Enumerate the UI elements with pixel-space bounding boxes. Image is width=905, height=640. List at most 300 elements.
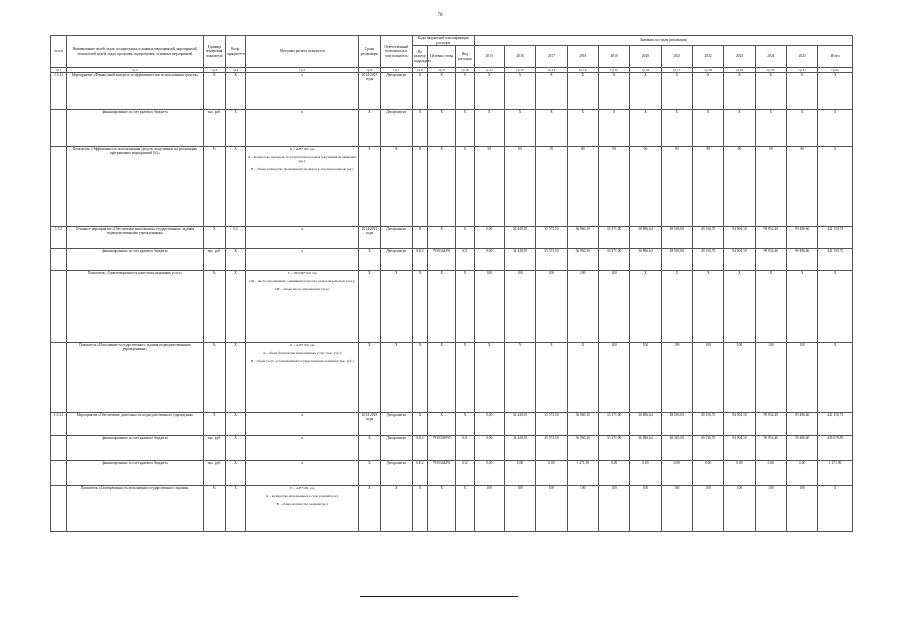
cell-value: 441 150,79 [818,413,853,436]
cell-value: 100 [755,486,786,532]
cell-value: 0,00 [598,461,629,486]
cell-value: 0,00 [474,413,504,436]
cell-value: 0,00 [755,461,786,486]
column-number: гр.20 [755,68,786,73]
column-number: гр.7 [380,68,412,73]
cell-unit: % [203,271,225,343]
cell-value: Х [786,110,817,147]
cell-c3: Х [456,73,474,110]
cell-c3: Х [456,271,474,343]
header-year: 2022 [692,46,723,68]
header-resp: Ответственный исполнитель и соисполнитель [380,36,412,68]
header-year: 2020 [630,46,661,68]
cell-value: 100 [536,486,567,532]
cell-value: 90 [630,147,661,227]
cell-c2: Х [428,486,456,532]
cell-value: Х [567,343,598,413]
cell-c1: 0412 [412,436,427,461]
cell-coef: Х [225,436,245,461]
cell-value: Х [474,343,504,413]
cell-resp: Х [380,343,412,413]
cell-value: 34 440,95 [504,249,535,271]
table-row [51,249,853,271]
cell-c3: 611 [456,249,474,271]
cell-c3: Х [456,486,474,532]
cell-value: 100 [692,486,723,532]
cell-method: Х [246,73,359,110]
table-row [51,461,853,486]
cell-value: 99 832,40 [755,436,786,461]
cell-value: Х [661,73,692,110]
cell-method: Х = А/В*100, где А – объем фактически выполненных услуг (тыс. руб.); В – объем услуг, установленный государственным заданием (тыс. руб.) [246,343,359,413]
cell-coef: Х [225,249,245,271]
cell-value: 99 486,60 [786,227,817,249]
cell-value: Х [724,271,755,343]
cell-c2: 7950344291 [428,249,456,271]
cell-c2: Х [428,110,456,147]
cell-value: 36 960,10 [567,249,598,271]
cell-c1: Х [412,486,427,532]
header-year: 2023 [724,46,755,68]
cell-coef: 0,5 [225,227,245,249]
cell-value: Х [755,73,786,110]
cell-value: Х [692,271,723,343]
cell-method: У = ОП/ОР*100, где ОП – число опрошенных, оценивших качество удовлетворительно (чел.); ОР – общее число опрошенных (чел.) [246,271,359,343]
cell-num [51,271,67,343]
table-row [51,271,853,343]
table-row [51,486,853,532]
cell-c2: 7950344291 [428,461,456,486]
cell-value: 35 573,50 [536,249,567,271]
cell-value: Х [692,73,723,110]
cell-value: 33 371,00 [598,413,629,436]
cell-method: Х [246,413,359,436]
column-number: гр.17 [661,68,692,73]
cell-value: Х [536,110,567,147]
cell-c2: Х [428,147,456,227]
cell-value: Х [567,110,598,147]
cell-name: Показатель «Исполнение государственного задания подведомственными учреждениями» [67,343,204,413]
cell-value: 1 471,90 [567,461,598,486]
cell-value: 90 [786,147,817,227]
cell-value: 80 [567,147,598,227]
cell-value: Х [661,271,692,343]
cell-value: 50 [474,147,504,227]
cell-value: Х [692,110,723,147]
cell-name: финансирование за счет краевого бюджета [67,249,204,271]
cell-unit: тыс. руб. [203,110,225,147]
cell-c1: 0412 [412,461,427,486]
cell-value: 94 904,10 [724,413,755,436]
cell-c1: Х [412,271,427,343]
column-number: гр.4 [225,68,245,73]
cell-resp: Х [380,486,412,532]
footer-rule [360,596,518,597]
column-number: гр.11 [474,68,504,73]
cell-resp: Департамент [380,413,412,436]
header-year: 2019 [598,46,629,68]
header-num: № п/п [51,36,67,68]
column-number: гр.2 [67,68,204,73]
cell-resp: Департамент [380,461,412,486]
cell-value: 34 440,95 [504,436,535,461]
cell-num [51,147,67,227]
table-row [51,413,853,436]
cell-unit: % [203,343,225,413]
cell-name: Показатель «Эффективность использования средств, выделенных на реализацию программных мероприятий (%)» [67,147,204,227]
cell-value: 90 [724,147,755,227]
cell-value: 48 503,00 [661,227,692,249]
cell-value: 34 440,95 [504,227,535,249]
cell-c3: Х [456,227,474,249]
column-number: гр.13 [536,68,567,73]
cell-c1: Х [412,73,427,110]
cell-value: 100 [504,271,535,343]
cell-c2: Х [428,227,456,249]
cell-value: 99 832,40 [755,413,786,436]
cell-value: 90 [755,147,786,227]
cell-c1: Х [412,343,427,413]
cell-value: 48 503,00 [661,249,692,271]
header-kbk-sub: Вид расходов [456,46,474,68]
cell-value: 441 150,79 [818,249,853,271]
cell-value: 49 156,70 [692,436,723,461]
cell-unit: Х [203,73,225,110]
cell-coef: Х [225,486,245,532]
column-number: гр.19 [724,68,755,73]
cell-value: Х [630,73,661,110]
cell-c2: Х [428,343,456,413]
cell-num: 1.3.3.1 [51,413,67,436]
cell-value: 48 503,00 [661,436,692,461]
cell-value: 94 904,10 [724,227,755,249]
column-number: гр.14 [567,68,598,73]
cell-unit: тыс. руб. [203,249,225,271]
cell-term: 2014-2025 годы [359,227,380,249]
cell-unit: Х [203,227,225,249]
cell-value: 36 886,64 [630,436,661,461]
cell-value: Х [630,110,661,147]
cell-value: 100 [630,486,661,532]
cell-value: 0,00 [786,461,817,486]
cell-name: Показатель «Своевременность исполнения государственного задания» [67,486,204,532]
cell-value: 99 486,60 [786,249,817,271]
cell-value: Х [818,147,853,227]
table-row [51,73,853,110]
cell-value: 33 371,00 [598,227,629,249]
cell-value: 0,00 [661,461,692,486]
header-year: 2016 [504,46,535,68]
cell-num [51,249,67,271]
column-number: гр.6 [359,68,380,73]
cell-value: 35 573,50 [536,413,567,436]
cell-value: Х [724,110,755,147]
cell-value: 0,00 [692,461,723,486]
cell-value: Х [818,271,853,343]
cell-value: Х [504,110,535,147]
header-kbk: Коды бюджетной классификации расходов [412,36,474,46]
cell-value: 100 [786,343,817,413]
cell-value: Х [818,73,853,110]
cell-value: 60 [504,147,535,227]
cell-c2: Х [428,271,456,343]
cell-value: Х [818,343,853,413]
cell-unit: Х [203,413,225,436]
cell-name: финансирование за счет краевого бюджета [67,461,204,486]
cell-value: 100 [661,486,692,532]
cell-value: 49 156,70 [692,413,723,436]
cell-value: 90 [598,147,629,227]
header-name: Наименование целей, задач, подпрограмм, основных мероприятий, мероприятий, показателей целей, задач, программ, подпрограмм, основных мероприятий [67,36,204,68]
cell-num: 1.3.12 [51,73,67,110]
cell-value: Х [567,73,598,110]
cell-term: Х [359,461,380,486]
cell-value: 100 [474,486,504,532]
cell-value: 94 904,10 [724,249,755,271]
cell-resp: Департамент [380,110,412,147]
cell-value: 34 440,95 [504,413,535,436]
cell-value: 100 [598,486,629,532]
cell-value: Х [504,73,535,110]
column-number: гр.8 [412,68,427,73]
cell-name: финансирование за счет краевого бюджета [67,436,204,461]
cell-value: Х [630,271,661,343]
cell-coef: Х [225,73,245,110]
header-coef: Коэф. приоритета [225,36,245,68]
cell-value: Х [755,271,786,343]
cell-name: Основное мероприятие «Обеспечение выполнения государственного задания подведомственными учреждениями» [67,227,204,249]
cell-value: 99 486,60 [786,413,817,436]
cell-method: Е = А/В*100, где А – количество исполненных в срок заданий (ед.); В – общее количество заданий (ед.) [246,486,359,532]
header-kbk-sub: Целевая статья [428,46,456,68]
cell-value: Х [818,110,853,147]
cell-value: 100 [598,343,629,413]
cell-value: 0,00 [474,249,504,271]
cell-value: Х [474,110,504,147]
cell-term: Х [359,110,380,147]
cell-value: 100 [724,343,755,413]
cell-value: 36 960,10 [567,413,598,436]
cell-value: 35 573,50 [536,436,567,461]
table-row [51,110,853,147]
cell-value: 0,00 [630,461,661,486]
cell-value: 100 [661,343,692,413]
cell-method: К = А/В*100, где А – количество проверок, по результатам которых нарушения не выявлены (ед.); В – общее количество проведенных проверок в отчетном периоде (ед.) [246,147,359,227]
cell-value: 100 [755,343,786,413]
cell-value: Х [598,110,629,147]
cell-value: 36 960,10 [567,436,598,461]
cell-term: Х [359,343,380,413]
cell-c3: Х [456,343,474,413]
cell-value: 36 960,10 [567,227,598,249]
column-number: гр.16 [630,68,661,73]
cell-value: 99 486,60 [786,436,817,461]
table-row [51,147,853,227]
cell-value: 70 [536,147,567,227]
cell-value: Х [598,73,629,110]
cell-num [51,343,67,413]
register-table [50,35,853,532]
cell-value: Х [536,73,567,110]
cell-term: 2014-2025 годы [359,413,380,436]
cell-coef: Х [225,110,245,147]
cell-value: 35 573,50 [536,227,567,249]
cell-c3: Х [456,413,474,436]
cell-c1: Х [412,227,427,249]
cell-c1: Х [412,413,427,436]
page-number: 70 [437,13,443,18]
cell-method: Х [246,461,359,486]
cell-value: 90 [661,147,692,227]
cell-num [51,486,67,532]
table-row [51,436,853,461]
cell-value: Х [661,110,692,147]
cell-unit: тыс. руб. [203,436,225,461]
cell-value: 100 [724,486,755,532]
cell-value: Х [504,343,535,413]
cell-c3: Х [456,147,474,227]
header-year: 2024 [755,46,786,68]
header-values: Значения по годам реализации [474,36,852,46]
cell-value: 99 832,40 [755,227,786,249]
header-year: 2017 [536,46,567,68]
cell-num: 1.3.3 [51,227,67,249]
cell-value: 0,00 [724,461,755,486]
cell-value: 0,00 [504,461,535,486]
cell-value: Х [818,486,853,532]
cell-value: 99 832,40 [755,249,786,271]
cell-name: Показатель «Удовлетворенность качеством оказанных услуг» [67,271,204,343]
cell-value: 100 [567,271,598,343]
header-kbk-sub: По разделу, подразделу [412,46,427,68]
column-number: гр.5 [246,68,359,73]
cell-num [51,110,67,147]
cell-value: 49 156,70 [692,227,723,249]
cell-coef: Х [225,343,245,413]
cell-resp: Департамент [380,249,412,271]
table-row [51,227,853,249]
header-year: Итого [818,46,853,68]
header-year: 2025 [786,46,817,68]
cell-num [51,436,67,461]
cell-value: 0,00 [474,461,504,486]
cell-resp: Х [380,147,412,227]
cell-value: 441 150,79 [818,227,853,249]
cell-value: 94 904,10 [724,436,755,461]
cell-c1: Х [412,147,427,227]
cell-unit: % [203,147,225,227]
cell-term: Х [359,271,380,343]
column-number: гр.10 [456,68,474,73]
cell-value: Х [786,271,817,343]
cell-method: Х [246,436,359,461]
cell-coef: Х [225,461,245,486]
cell-c2: 7950349999 [428,436,456,461]
cell-term: Х [359,147,380,227]
cell-resp: Департамент [380,436,412,461]
cell-coef: Х [225,147,245,227]
cell-value: Х [536,343,567,413]
header-unit: Единица измерения показателя [203,36,225,68]
cell-coef: Х [225,413,245,436]
table-row [51,343,853,413]
cell-c3: Х [456,110,474,147]
cell-coef: Х [225,271,245,343]
cell-value: 100 [692,343,723,413]
cell-c3: 612 [456,461,474,486]
column-number: гр.18 [692,68,723,73]
cell-term: Х [359,249,380,271]
cell-value: 36 886,64 [630,413,661,436]
cell-term: Х [359,486,380,532]
cell-c1: Х [412,110,427,147]
cell-name: Мероприятие «Финансовый контроль за эффективностью использования средств» [67,73,204,110]
cell-value: Х [786,73,817,110]
column-number: гр.22 [818,68,853,73]
cell-term: 2014-2025 годы [359,73,380,110]
header-term: Сроки реализации [359,36,380,68]
cell-unit: % [203,486,225,532]
cell-c2: Х [428,73,456,110]
column-number: гр.9 [428,68,456,73]
cell-name: финансирование за счет краевого бюджета [67,110,204,147]
cell-method: Х [246,227,359,249]
cell-value: Х [755,110,786,147]
cell-c1: 0412 [412,249,427,271]
column-number: гр.1 [51,68,67,73]
cell-value: Х [474,73,504,110]
header-year: 2021 [661,46,692,68]
cell-value: 33 371,00 [598,436,629,461]
cell-value: 90 [692,147,723,227]
cell-name: Мероприятие «Обеспечение деятельности подведомственного учреждения» [67,413,204,436]
cell-value: 0,00 [536,461,567,486]
cell-num [51,461,67,486]
cell-value: 100 [536,271,567,343]
cell-value: 49 156,70 [692,249,723,271]
cell-value: 100 [786,486,817,532]
cell-value: 48 503,00 [661,413,692,436]
cell-value: 100 [504,486,535,532]
cell-resp: Х [380,271,412,343]
cell-value: 0,00 [474,436,504,461]
header-method: Методика расчета показателя [246,36,359,68]
cell-value: 33 371,00 [598,249,629,271]
cell-value: 100 [598,271,629,343]
cell-value: 0,00 [474,227,504,249]
header-year: 2015 [474,46,504,68]
column-number: гр.12 [504,68,535,73]
cell-c3: 611 [456,436,474,461]
cell-value: 36 886,64 [630,227,661,249]
cell-method: Х [246,249,359,271]
column-number: гр.3 [203,68,225,73]
header-year: 2018 [567,46,598,68]
column-number: гр.15 [598,68,629,73]
cell-value: 100 [474,271,504,343]
cell-method: Х [246,110,359,147]
cell-c2: Х [428,413,456,436]
column-number: гр.21 [786,68,817,73]
cell-value: 100 [567,486,598,532]
cell-value: 1 471,90 [818,461,853,486]
cell-value: 439 678,89 [818,436,853,461]
cell-resp: Департамент [380,73,412,110]
cell-unit: тыс. руб. [203,461,225,486]
cell-value: 36 886,64 [630,249,661,271]
cell-value: 100 [630,343,661,413]
cell-resp: Департамент [380,227,412,249]
